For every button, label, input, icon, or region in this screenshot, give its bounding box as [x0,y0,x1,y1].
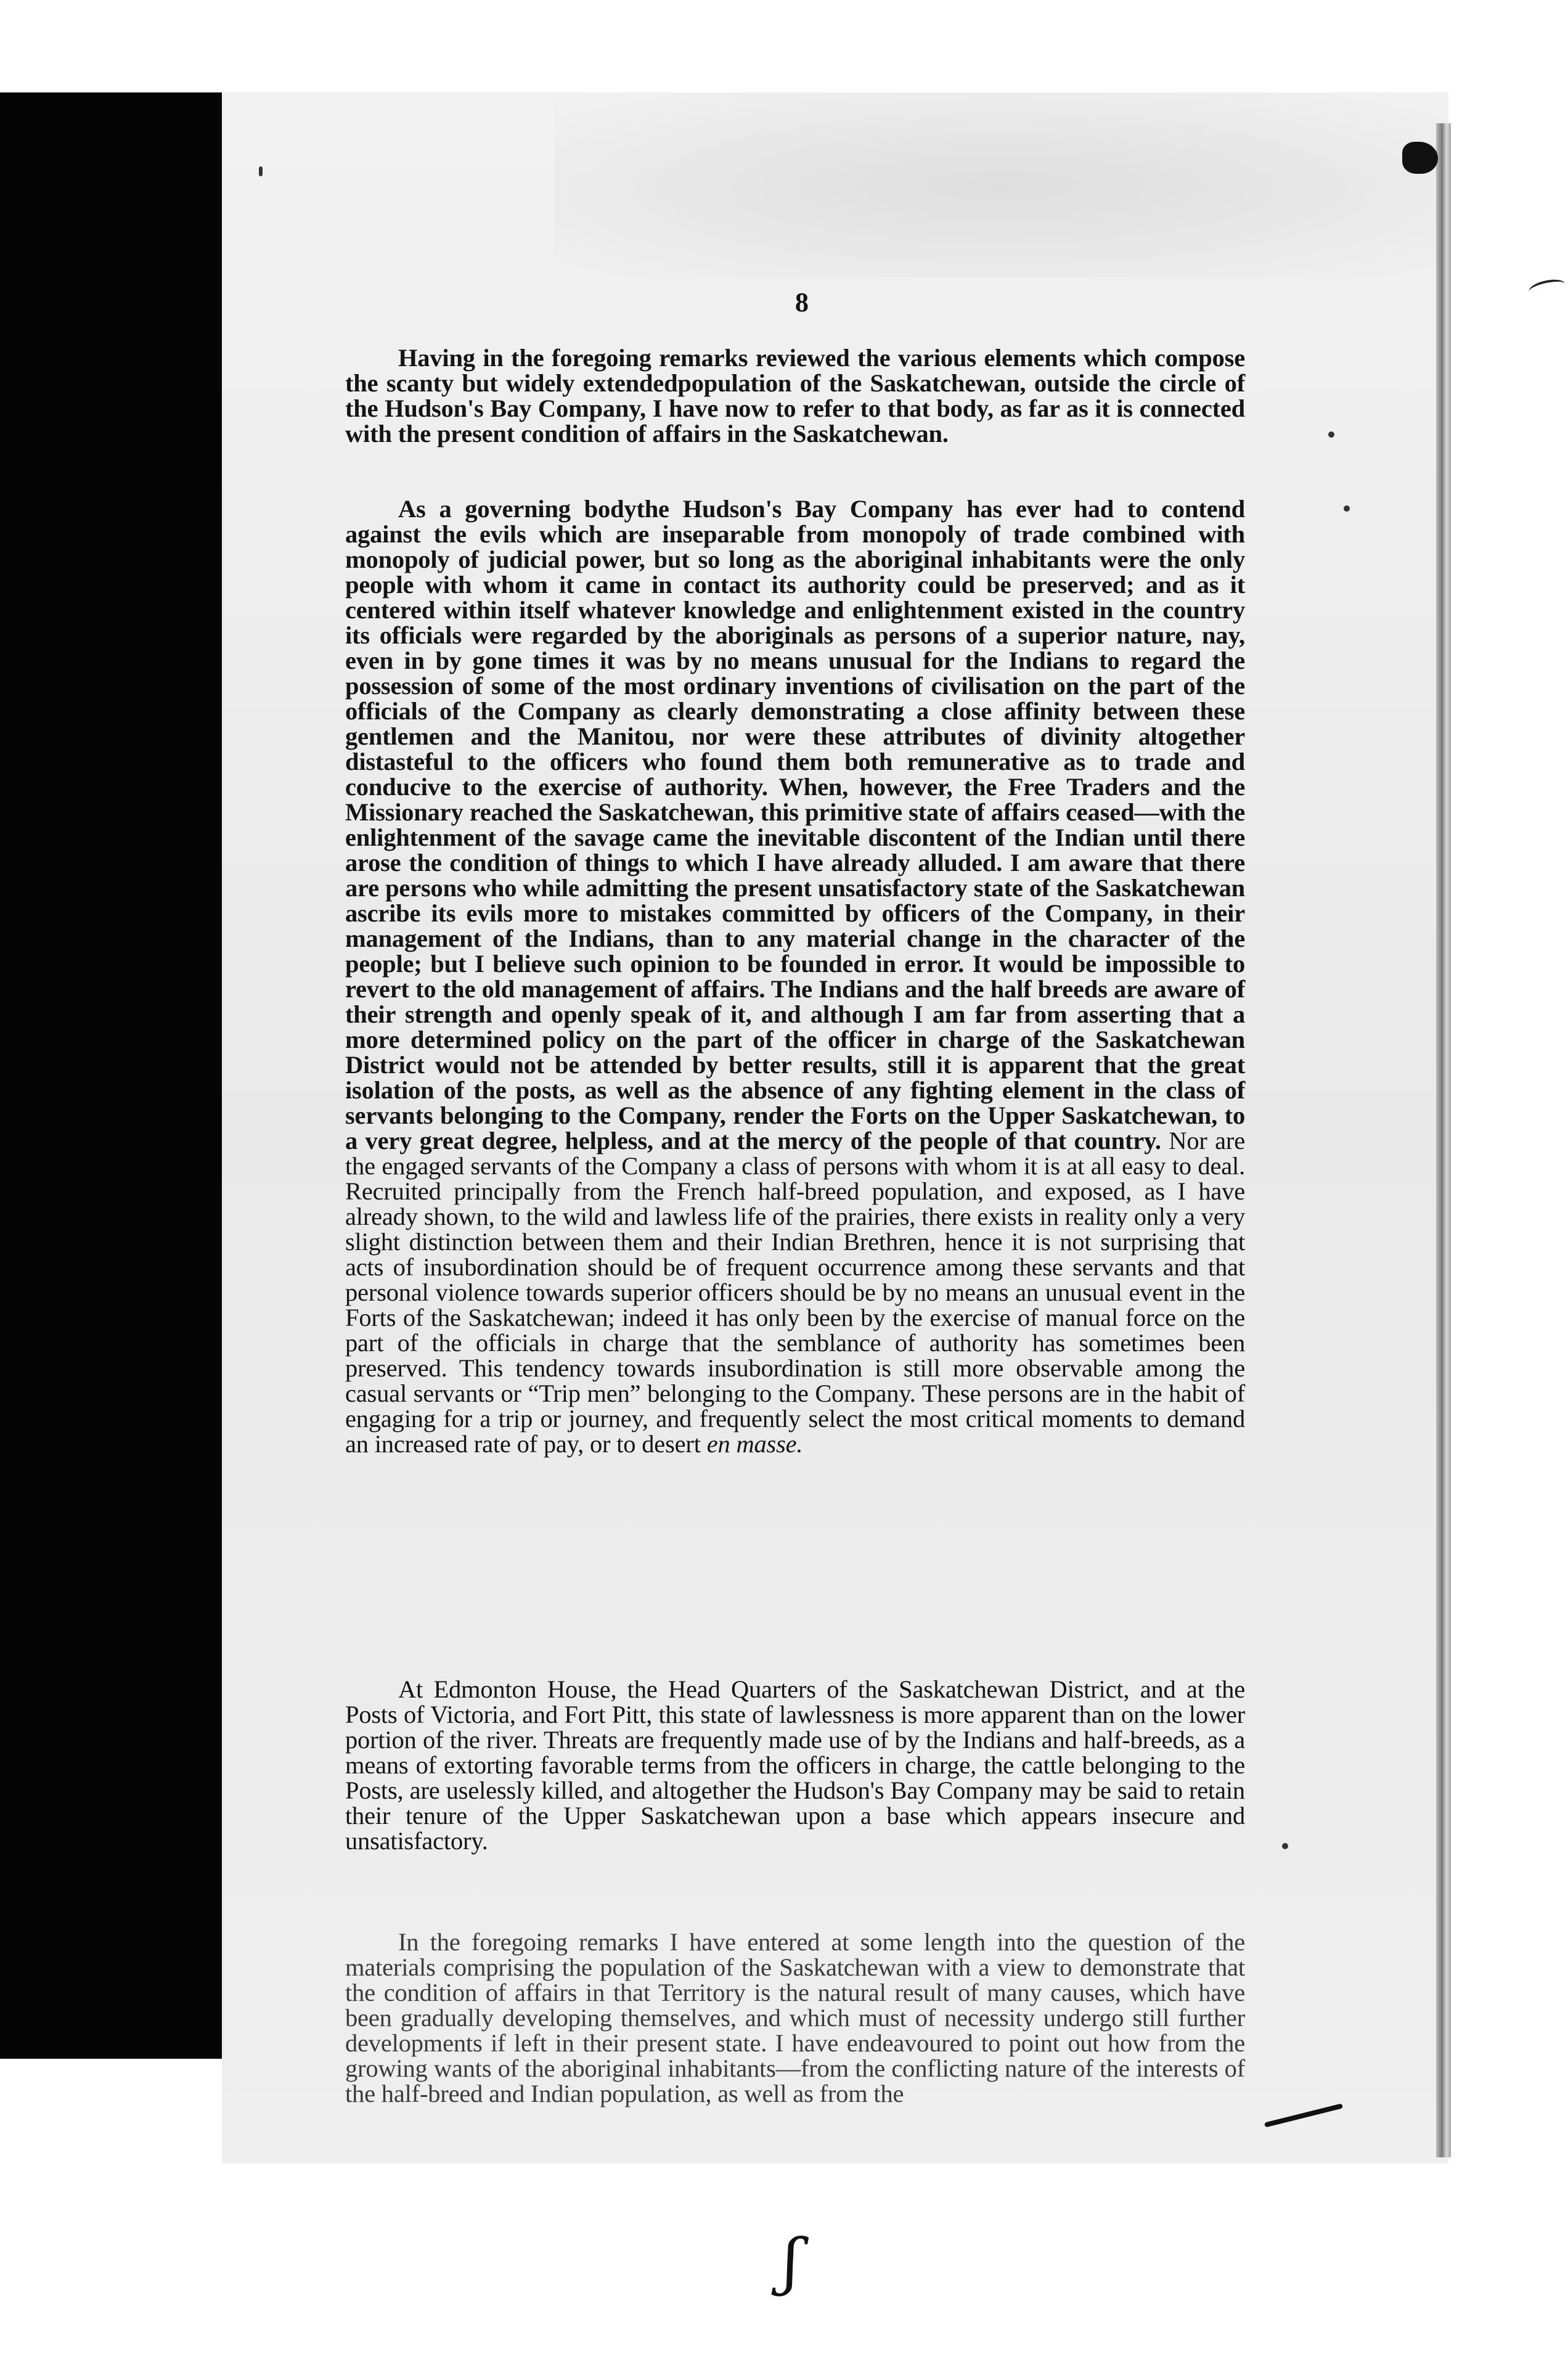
edge-mark [1527,277,1567,299]
page-edge-right [1436,123,1451,2157]
paragraph-3-text: At Edmonton House, the Head Quarters of the Saskatchewan District, and at the Posts of Victoria, and Fort Pitt, this state of lawlessness is more apparent than on the lower portion of the river. Threats are frequently made use of by the Indians and half-breeds, as a means of extorting favorable terms from the officers in charge, the cattle belonging to the Posts, are uselessly killed, and altogether the Hudson's Bay Company may be said to retain their tenure of the Upper Saskatchewan upon a base which appears insecure and unsatisfactory. [345,1675,1245,1855]
scan-speck [1344,505,1350,512]
paragraph-2-bold-text: As a governing bodythe Hudson's Bay Company has ever had to contend against the evils which are inseparable from monopoly of trade combined with monopoly of judicial power, but so long as the aboriginal inhabitants were the only people with whom it came in contact its authority could be preserved; and as it centered within itself whatever knowledge and enlightenment existed in the country its officials were regarded by the aboriginals as persons of a superior nature, nay, even in by gone times it was by no means unusual for the Indians to regard the possession of some of the most ordinary inventions of civilisation on the part of the officials of the Company as clearly demonstrating a close affinity between these gentlemen and the Manitou, nor were these attributes of divinity altogether distasteful to the officers who found them both remunerative as to trade and conducive to the exercise of authority. When, however, the Free Traders and the Missionary reached the Saskatchewan, this primitive state of affairs ceased—with the enlightenment of the savage came the inevitable discontent of the Indian until there arose the condition of things to which I have already alluded. I am aware that there are persons who while admitting the present unsatisfactory state of the Saskatchewan ascribe its evils more to mistakes committed by officers of the Company, in their management of the Indians, than to any material change in the character of the people; but I believe such opinion to be founded in error. It would be impossible to revert to the old management of affairs. The Indians and the half breeds are aware of their strength and openly speak of it, and although I am far from asserting that a more determined policy on the part of the officer in charge of the Saskatchewan District would not be attended by better results, still it is apparent that the great isolation of the posts, as well as the absence of any fighting element in the class of servants belonging to the Company, render the Forts on the Upper Saskatchewan, to a very great degree, helpless, and at the mercy of the people of that country. [345,495,1245,1154]
paragraph-2-text [345,496,1245,1457]
paragraph-4-text: In the foregoing remarks I have entered at some length into the question of the materials comprising the population of the Saskatchewan with a view to demonstrate that the condition of affairs in that Territory is the natural result of many causes, which have been gradually developing themselves, and which must of necessity undergo still further developments if left in their present state. I have endeavoured to point out how from the growing wants of the aboriginal inhabitants—from the conflicting nature of the interests of the half-breed and Indian population, as well as from the [345,1928,1245,2107]
paper-shading [555,92,1448,277]
paragraph-2-italic-text: en masse. [706,1430,803,1458]
scan-border-left [0,92,222,2059]
paragraph-2 [345,496,1245,1457]
paragraph-3 [345,1677,1245,1853]
paragraph-1-text: Having in the foregoing remarks reviewed the various elements which compose the scanty but widely extendedpopulation of the Saskatchewan, outside the circle of the Hudson's Bay Company, I have now to refer to that body, as far as it is connected with the present condition of affairs in the Saskatchewan. [345,344,1245,447]
ink-blot [1402,142,1438,174]
paragraph-1 [345,345,1245,446]
page-number: 8 [795,287,809,317]
scan-speck [1328,431,1334,438]
scan-speck [259,166,263,176]
paragraph-2-normal-text: Nor are the engaged servants of the Company a class of persons with whom it is at all easy to deal. Recruited principally from the French half-breed population, and exposed, as I have already shown, to the wild and lawless life of the prairies, there exists in reality only a very slight distinction between them and their Indian Brethren, hence it is not surprising that acts of insubordination should be of frequent occurrence among these servants and that personal violence towards superior officers should be by no means an unusual event in the Forts of the Saskatchewan; indeed it has only been by the exercise of manual force on the part of the officials in charge that the semblance of authority has sometimes been preserved. This tendency towards insubordination is still more observable among the casual servants or “Trip men” belonging to the Company. These persons are in the habit of engaging for a trip or journey, and frequently select the most critical moments to demand an increased rate of pay, or to desert [345,1127,1245,1458]
scan-speck [1282,1843,1288,1849]
handwritten-curl-mark: ʃ [783,2225,800,2297]
paragraph-4 [345,1929,1245,2106]
